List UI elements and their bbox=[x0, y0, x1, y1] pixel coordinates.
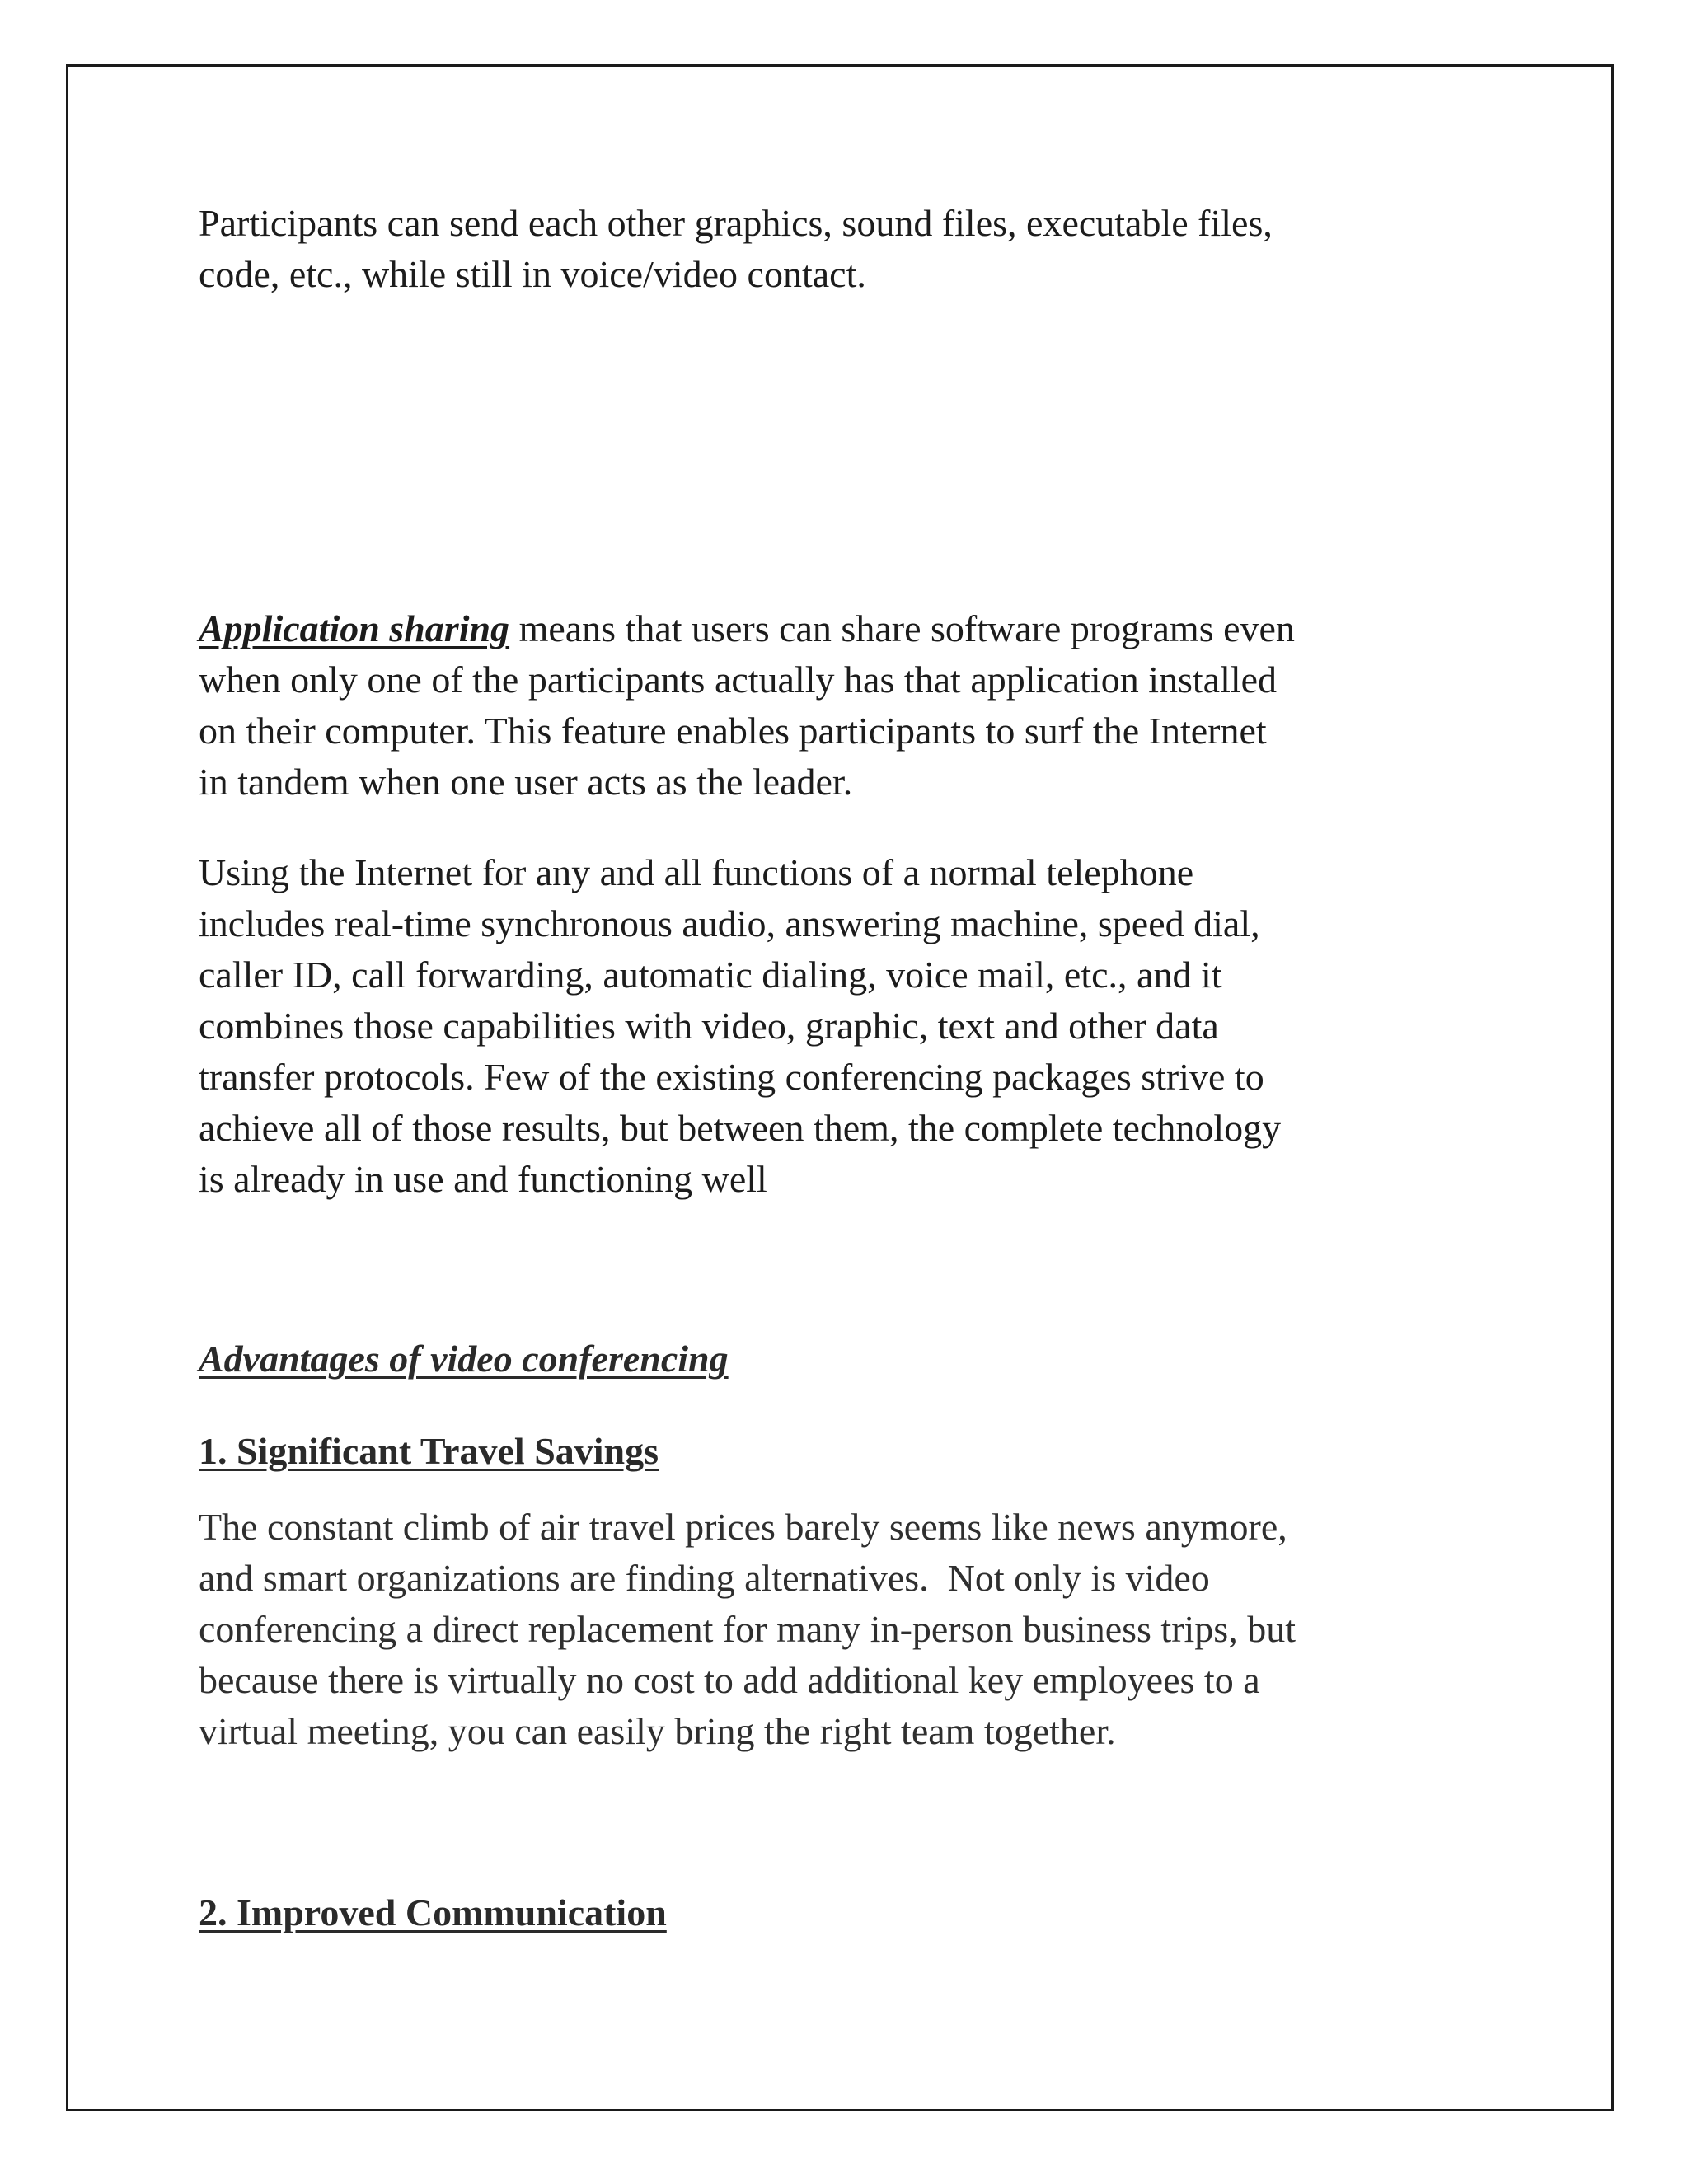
text-line: because there is virtually no cost to add additional key employees to a bbox=[199, 1659, 1260, 1701]
text-line: and smart organizations are finding alternatives. Not only is video bbox=[199, 1557, 1210, 1599]
paragraph-internet-telephony bbox=[199, 847, 1484, 1205]
text-line: conferencing a direct replacement for many in-person business trips, but bbox=[199, 1608, 1296, 1650]
text-line: combines those capabilities with video, graphic, text and other data bbox=[199, 1005, 1219, 1047]
text-line: virtual meeting, you can easily bring the right team together. bbox=[199, 1710, 1116, 1752]
text-line: The constant climb of air travel prices barely seems like news anymore, bbox=[199, 1506, 1287, 1548]
application-sharing-term: Application sharing bbox=[199, 607, 510, 649]
text-line: caller ID, call forwarding, automatic dialing, voice mail, etc., and it bbox=[199, 954, 1222, 996]
improved-communication-heading: 2. Improved Communication bbox=[199, 1891, 667, 1933]
text-line: on their computer. This feature enables participants to surf the Internet bbox=[199, 710, 1267, 752]
text-line: transfer protocols. Few of the existing conferencing packages strive to bbox=[199, 1056, 1264, 1098]
text-line: achieve all of those results, but between them, the complete technology bbox=[199, 1107, 1282, 1149]
text-line: in tandem when one user acts as the leader. bbox=[199, 761, 853, 803]
text-line: code, etc., while still in voice/video contact. bbox=[199, 253, 866, 295]
text-fragment: means that users can share software programs even bbox=[509, 607, 1295, 649]
text-line: when only one of the participants actually has that application installed bbox=[199, 658, 1278, 701]
text-line: is already in use and functioning well bbox=[199, 1158, 767, 1200]
text-line: includes real-time synchronous audio, answering machine, speed dial, bbox=[199, 902, 1260, 944]
text-line: Using the Internet for any and all functions of a normal telephone bbox=[199, 851, 1194, 893]
paragraph-travel-savings bbox=[199, 1502, 1484, 1757]
advantages-heading: Advantages of video conferencing bbox=[199, 1338, 729, 1380]
paragraph-file-sharing bbox=[199, 198, 1484, 300]
text-line bbox=[199, 603, 1484, 654]
text-line: Participants can send each other graphics, sound files, executable files, bbox=[199, 202, 1273, 244]
paragraph-application-sharing bbox=[199, 603, 1484, 808]
travel-savings-heading: 1. Significant Travel Savings bbox=[199, 1430, 659, 1472]
